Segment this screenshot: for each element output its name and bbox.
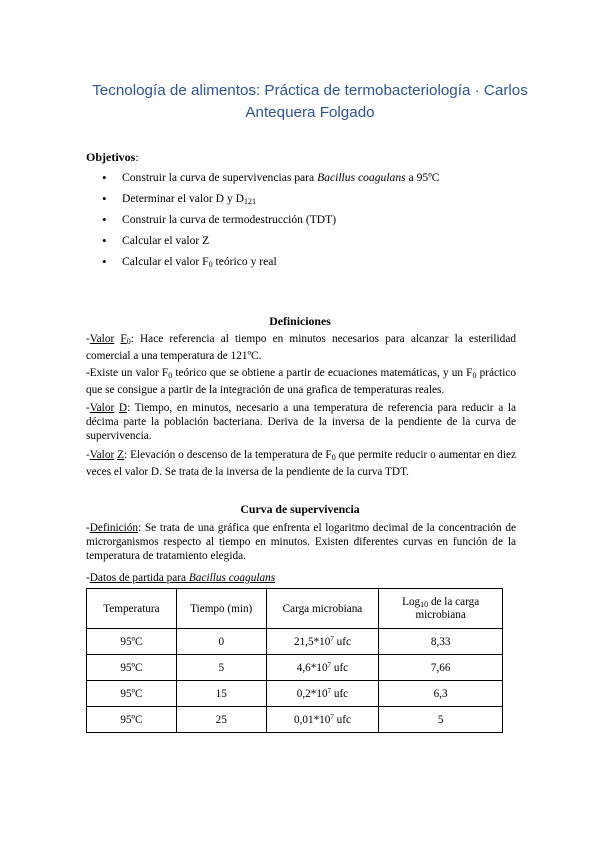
load-unit: ufc: [333, 714, 351, 726]
term-letter: F: [120, 333, 127, 345]
header-log: [379, 589, 503, 629]
data-table: [86, 588, 503, 733]
subscript: 0: [331, 453, 336, 462]
cell-time: 15: [176, 681, 266, 707]
cell-time: 25: [176, 707, 266, 733]
dash: -: [86, 449, 90, 461]
header-log-text: Log: [402, 596, 421, 608]
survival-heading: Curva de supervivencia: [240, 502, 360, 516]
term-z: Z: [117, 449, 125, 461]
definition-f0: [86, 332, 516, 363]
cell-temperature: 95ºC: [87, 629, 177, 655]
cell-log: 8,33: [379, 629, 503, 655]
load-mantissa: 21,5*10: [293, 636, 331, 648]
list-item-text-end: a 95ºC: [405, 171, 440, 184]
table-header-row: [87, 589, 503, 629]
table-row: [87, 681, 503, 707]
paragraph-f0-types: [86, 366, 516, 397]
objectives-heading: [86, 150, 139, 165]
header-log-subscript: 10: [420, 600, 429, 609]
cell-temperature: 95ºC: [87, 707, 177, 733]
cell-load: [266, 629, 379, 655]
header-time: Tiempo (min): [176, 589, 266, 629]
list-item-text: Construir la curva de termodestrucción (TDT): [122, 213, 337, 226]
data-caption: [86, 571, 516, 585]
term-label: Valor: [89, 449, 115, 461]
cell-log: 7,66: [379, 655, 503, 681]
term-f0: [120, 333, 130, 345]
definition-text: : Tiempo, en minutos, necesario a una temperatura de referencia para reducir a la décima parte la población bacteriana. Deriva de la inversa de la pendiente de la curva de supervivencia.: [86, 402, 516, 442]
dash: -: [86, 402, 90, 414]
caption-italic: Bacillus coagulans: [188, 572, 276, 584]
cell-temperature: 95ºC: [87, 681, 177, 707]
list-item-text: Calcular el valor Z: [122, 234, 210, 247]
text-part: práctico que se consigue a partir de la integración de una grafica de temperaturas reales.: [86, 367, 516, 396]
subscript: 0: [472, 371, 477, 380]
cell-time: 5: [176, 655, 266, 681]
cell-log: 5: [379, 707, 503, 733]
definition-text: : Se trata de una gráfica que enfrenta el logaritmo decimal de la concentración de microrganismos respecto al tiempo en minutos. Existen diferentes curvas en función de la temperatura de tratamiento elegida.: [86, 522, 516, 562]
dash: -: [86, 572, 90, 584]
load-exponent: 7: [327, 687, 332, 695]
text-part: que permite reducir o aumentar en diez veces el valor D. Se trata de la inversa de la pendiente de la curva TDT.: [86, 449, 516, 478]
list-item: [100, 230, 440, 251]
cell-time: 0: [176, 629, 266, 655]
caption-label: Datos de partida para: [89, 572, 189, 584]
header-log-text-end: de la carga microbiana: [415, 596, 480, 621]
text-part: : Elevación o descenso de la temperatura de F: [124, 449, 332, 461]
load-exponent: 7: [330, 713, 334, 721]
objectives-heading-label: Objetivos: [86, 150, 136, 164]
objectives-heading-colon: :: [135, 150, 139, 164]
load-unit: ufc: [331, 662, 349, 674]
objectives-list: [100, 167, 440, 272]
definition-survival-curve: [86, 521, 516, 563]
list-item: [100, 251, 440, 272]
list-item-text: Construir la curva de supervivencias para: [122, 171, 318, 184]
term-label: Valor: [89, 333, 115, 345]
table-row: [87, 707, 503, 733]
definition-d: [86, 401, 516, 443]
list-item: [100, 209, 440, 230]
term-label: Definición: [89, 522, 139, 534]
cell-temperature: 95ºC: [87, 655, 177, 681]
load-mantissa: 0,01*10: [293, 714, 331, 726]
caption-underlined: [90, 572, 275, 584]
list-item-text: Determinar el valor D y D: [122, 192, 245, 205]
term-label: Valor: [89, 402, 115, 414]
term-subscript: 0: [126, 337, 131, 346]
list-item-text-end: teórico y real: [212, 255, 277, 268]
document-title: Tecnología de alimentos: Práctica de termobacteriología · Carlos Antequera Folgado: [92, 82, 528, 121]
header-temperature: Temperatura: [87, 589, 177, 629]
term-d: D: [118, 402, 128, 414]
list-item-subscript: 121: [244, 197, 257, 206]
load-unit: ufc: [333, 636, 351, 648]
table-row: [87, 629, 503, 655]
text-part: -Existe un valor F: [86, 367, 169, 379]
definition-text: : Hace referencia al tiempo en minutos necesarios para alcanzar la esterilidad comercial a una temperatura de 121ºC.: [86, 333, 516, 362]
cell-load: [266, 707, 379, 733]
load-exponent: 7: [327, 661, 332, 669]
subscript: 0: [168, 371, 173, 380]
list-item-italic: Bacillus coagulans: [317, 171, 406, 184]
list-item: [100, 167, 440, 188]
load-mantissa: 4,6*10: [296, 662, 328, 674]
dash: -: [86, 333, 90, 345]
list-item-subscript: 0: [208, 260, 213, 269]
list-item-text: Calcular el valor F: [122, 255, 209, 268]
definition-z: [86, 448, 516, 479]
cell-load: [266, 681, 379, 707]
cell-load: [266, 655, 379, 681]
dash: -: [86, 522, 90, 534]
load-exponent: 7: [330, 635, 334, 643]
definitions-heading: Definiciones: [269, 314, 331, 328]
table-row: [87, 655, 503, 681]
header-load: Carga microbiana: [266, 589, 379, 629]
text-part: teórico que se obtiene a partir de ecuaciones matemáticas, y un F: [172, 367, 473, 379]
list-item: [100, 188, 440, 209]
cell-log: 6,3: [379, 681, 503, 707]
load-mantissa: 0,2*10: [296, 688, 328, 700]
load-unit: ufc: [331, 688, 349, 700]
